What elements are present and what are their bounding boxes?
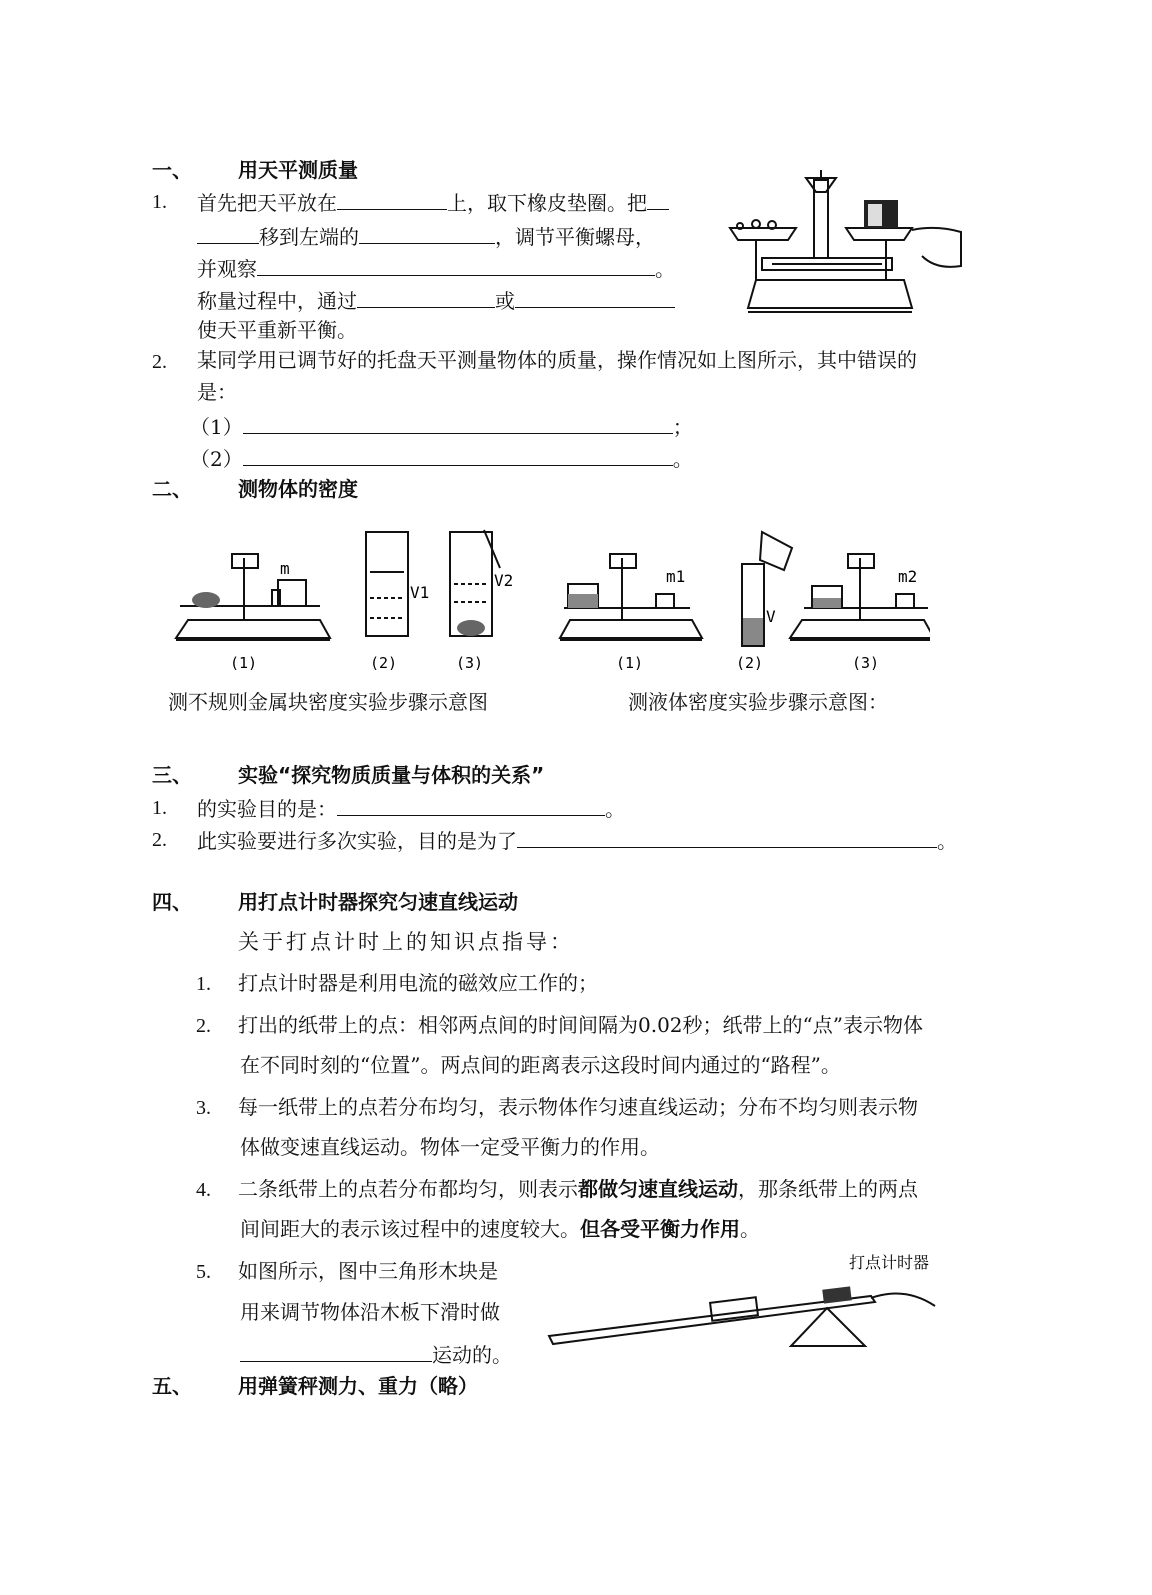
p2-line-1: 打出的纸带上的点：相邻两点间的时间间隔为0.02秒；纸带上的“点”表示物体 <box>238 1013 923 1037</box>
text: （1） <box>190 415 243 439</box>
text: 。 <box>672 447 693 471</box>
density-figure <box>170 528 930 676</box>
p3-number: 3. <box>196 1097 211 1119</box>
p3-line-2: 体做变速直线运动。物体一定受平衡力的作用。 <box>240 1135 660 1159</box>
section-5-title: 用弹簧秤测力、重力（略） <box>238 1374 478 1398</box>
q1-line-3 <box>197 256 675 279</box>
section-1-title: 用天平测质量 <box>238 158 358 182</box>
q1-line-2 <box>197 224 655 247</box>
p1-number: 1. <box>196 973 211 995</box>
text: 首先把天平放在 <box>197 191 337 215</box>
section-3-title: 实验“探究物质质量与体积的关系” <box>238 763 545 787</box>
text: 移到左端的 <box>259 225 359 249</box>
text: 的实验目的是： <box>197 797 337 821</box>
text: 运动的。 <box>432 1343 512 1367</box>
s3-q2-number: 2. <box>152 829 167 851</box>
blank[interactable] <box>243 446 673 466</box>
blank[interactable] <box>240 1342 432 1362</box>
triangle-block <box>791 1308 865 1346</box>
right-pan <box>846 228 912 240</box>
text: 。 <box>740 1217 760 1241</box>
section-2-title: 测物体的密度 <box>238 477 358 501</box>
p3-line-1: 每一纸带上的点若分布均匀，表示物体作匀速直线运动；分布不均匀则表示物 <box>238 1095 918 1119</box>
ticker-timer-figure <box>545 1250 945 1350</box>
blank[interactable] <box>357 288 495 308</box>
blank[interactable] <box>647 190 669 210</box>
p5-line-1: 如图所示，图中三角形木块是 <box>238 1259 498 1283</box>
density-caption-right: 测液体密度实验步骤示意图： <box>628 690 888 714</box>
caption-3: (3) <box>456 654 484 672</box>
blank[interactable] <box>515 288 675 308</box>
label-m: m <box>280 559 290 578</box>
s3-q1-number: 1. <box>152 797 167 819</box>
p5-number: 5. <box>196 1261 211 1283</box>
section-4-title: 用打点计时器探究匀速直线运动 <box>238 890 518 914</box>
p4-number: 4. <box>196 1179 211 1201</box>
p4-line-1 <box>238 1179 918 1199</box>
text: ，那条纸带上的两点 <box>738 1177 918 1201</box>
s3-q1 <box>197 796 625 819</box>
section-3-number: 三、 <box>152 763 192 787</box>
q2-number: 2. <box>152 351 167 373</box>
caption-2: (2) <box>370 654 398 672</box>
q1-line-4 <box>197 288 675 311</box>
q1-line-1 <box>197 190 669 213</box>
text: 。 <box>605 797 625 821</box>
q2-item-2 <box>190 446 693 469</box>
section-1-number: 一、 <box>152 158 192 182</box>
text: 此实验要进行多次实验，目的是为了 <box>197 829 517 853</box>
text: 或 <box>495 289 515 313</box>
q2-item-1 <box>190 414 693 437</box>
text: 。 <box>655 257 675 281</box>
p5-line-3 <box>240 1342 512 1365</box>
p2-line-2: 在不同时刻的“位置”。两点间的距离表示这段时间内通过的“路程”。 <box>240 1053 841 1077</box>
p5-line-2: 用来调节物体沿木板下滑时做 <box>240 1300 500 1324</box>
label-m1: m1 <box>666 567 686 586</box>
metal-block <box>192 592 220 608</box>
label-v2: V2 <box>494 571 514 590</box>
text: ，调节平衡螺母， <box>495 225 655 249</box>
blank[interactable] <box>359 224 495 244</box>
timer-box <box>822 1286 851 1303</box>
blank[interactable] <box>337 190 447 210</box>
text: （2） <box>190 447 243 471</box>
section-5-number: 五、 <box>152 1374 192 1398</box>
text: 称量过程中，通过 <box>197 289 357 313</box>
blank[interactable] <box>337 796 605 816</box>
p1-text: 打点计时器是利用电流的磁效应工作的； <box>238 971 598 995</box>
blank[interactable] <box>517 828 937 848</box>
caption-r2: (2) <box>736 654 764 672</box>
blank[interactable] <box>243 414 673 434</box>
q2-line-2: 是： <box>197 380 237 404</box>
q2-line-1: 某同学用已调节好的托盘天平测量物体的质量，操作情况如上图所示，其中错误的 <box>197 348 917 372</box>
caption-r1: (1) <box>616 654 644 672</box>
caption-1: (1) <box>230 654 258 672</box>
bold-text: 都做匀速直线运动 <box>578 1177 738 1201</box>
text: 二条纸带上的点若分布都均匀，则表示 <box>238 1177 578 1201</box>
section-4-number: 四、 <box>152 890 192 914</box>
balance-base <box>748 280 912 308</box>
blank[interactable] <box>197 224 259 244</box>
s3-q2 <box>197 828 957 851</box>
text: 上，取下橡皮垫圈。把 <box>447 191 647 215</box>
density-caption-left: 测不规则金属块密度实验步骤示意图 <box>168 690 488 714</box>
label-v1: V1 <box>410 583 430 602</box>
text: 间间距大的表示该过程中的速度较大。 <box>240 1217 580 1241</box>
p2-number: 2. <box>196 1015 211 1037</box>
q1-line-5: 使天平重新平衡。 <box>197 318 357 342</box>
guide-heading: 关于打点计时上的知识点指导： <box>238 930 574 954</box>
section-2-number: 二、 <box>152 477 192 501</box>
text: 并观察 <box>197 257 257 281</box>
text: ； <box>672 415 693 439</box>
text: 。 <box>937 829 957 853</box>
bold-text: 但各受平衡力作用 <box>580 1217 740 1241</box>
caption-r3: (3) <box>852 654 880 672</box>
p4-line-2 <box>240 1219 760 1239</box>
balance-figure <box>726 170 966 322</box>
blank[interactable] <box>257 256 655 276</box>
label-m2: m2 <box>898 567 918 586</box>
label-v: V <box>766 607 776 626</box>
q1-number: 1. <box>152 191 167 213</box>
timer-label: 打点计时器 <box>849 1253 930 1272</box>
